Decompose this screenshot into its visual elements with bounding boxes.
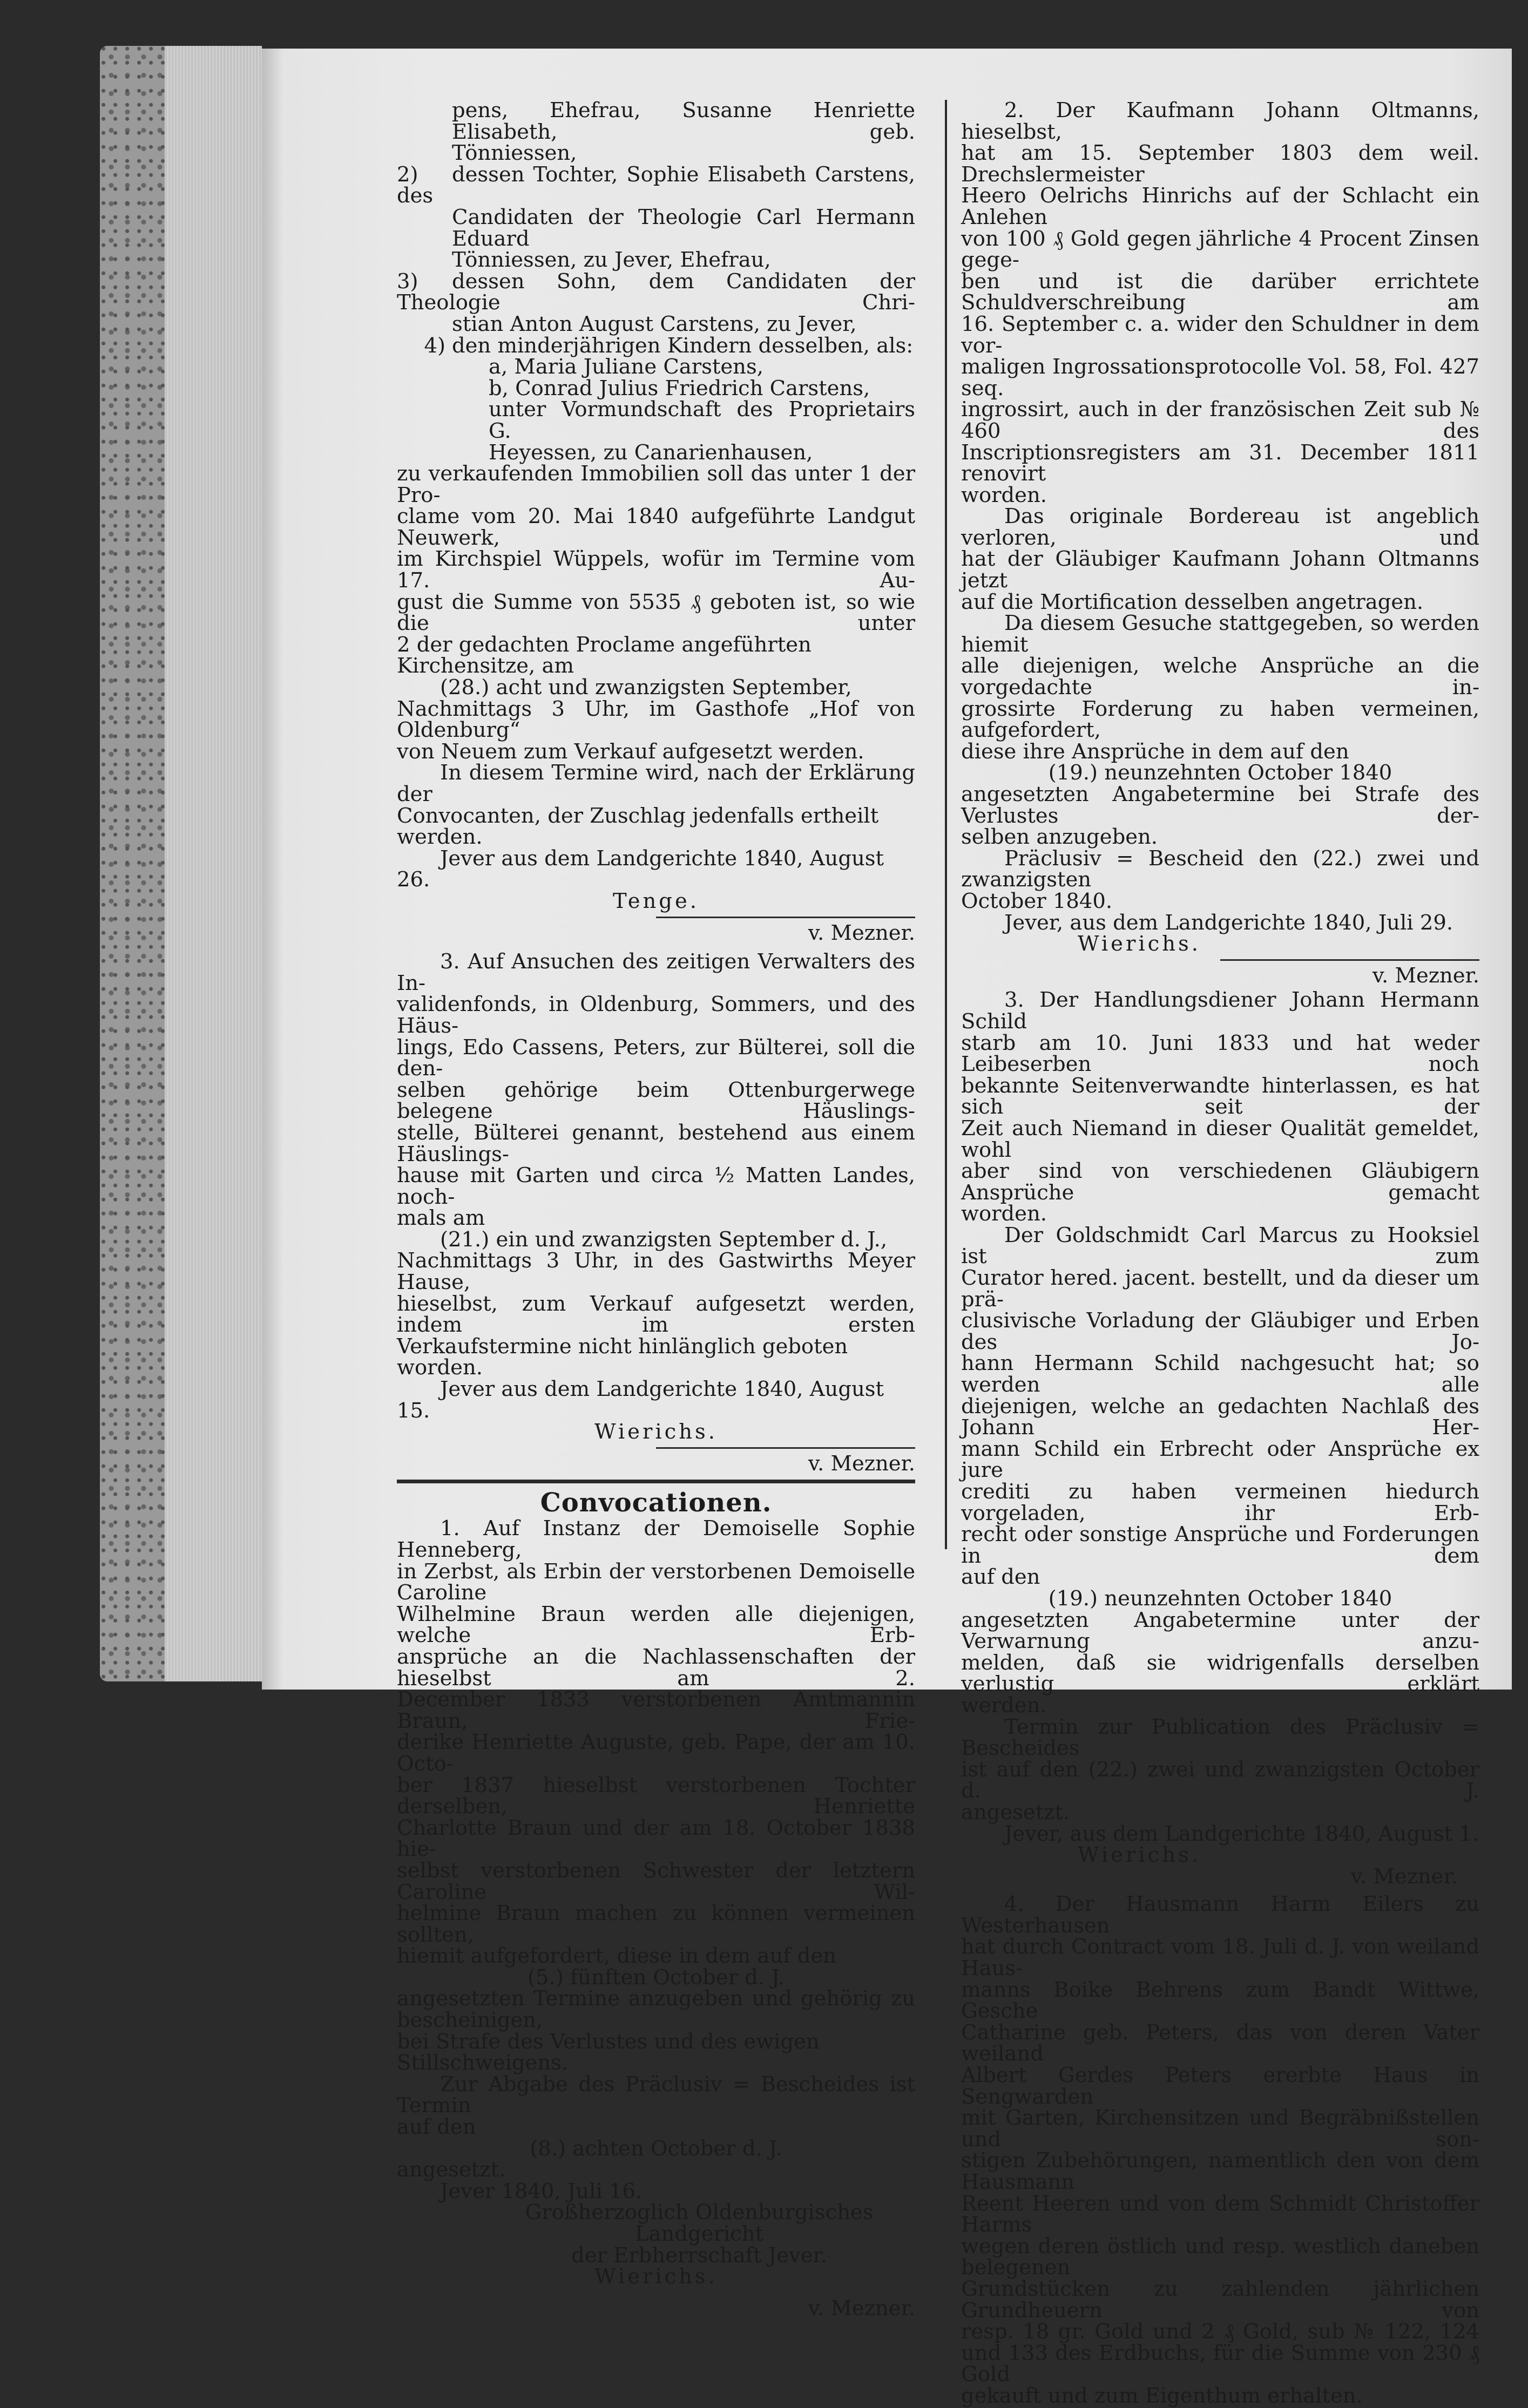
signature-rule bbox=[656, 1447, 915, 1449]
signature-mezner: v. Mezner. bbox=[808, 920, 915, 945]
signature-tenge: Tenge. bbox=[613, 888, 699, 913]
signature-mezner: v. Mezner. bbox=[1372, 963, 1479, 988]
list-item-2: 2) dessen Tochter, Sophie Elisabeth Carstens, des Candidaten der Theologie Carl Hermann Eduard Tönniessen, zu Jever, Ehefrau, bbox=[397, 162, 915, 273]
signature-mezner: v. Mezner. bbox=[1350, 1864, 1458, 1889]
signature-wierichs: Wierichs. bbox=[594, 1420, 718, 1444]
list-item-4: 4) den minderjährigen Kindern desselben, als: a, Maria Juliane Carstens, b, Conrad Julius Friedrich Carstens, unter Vormundschaft des Proprietairs G. Heyessen, zu Canarienhausen, bbox=[424, 333, 915, 465]
section-rule bbox=[397, 1480, 915, 1483]
convocation-1: 1. Auf Instanz der Demoiselle Sophie Henneberg, in Zerbst, als Erbin der verstorbenen Demoiselle Caroline Wilhelmine Braun werden alle diejenigen, welche Erb- ansprüche an die Nachlassenschaften der hieselbst am 2. December 1833 verstorbenen Amtmannin Braun, Frie- derike Henriette Auguste, geb. Pape, der am 10. Octo- ber 1837 hieselbst verstorbenen Tochter derselben, Henriette Charlotte Braun und der am 18. October 1838 hie- selbst verstorbenen Schwester der letztern Caroline Wil- helmine Braun machen zu können vermeinen sollten, hiemit aufgefordert, diese in dem auf den (5.) fünften October d. J. angesetzten Termine anzugeben und gehörig zu bescheinigen, bei Strafe des Verlustes und des ewigen Stillschweigens. Zur Abgabe des Präclusiv = Bescheides ist Termin auf den (8.) achten October d. J. angesetzt. Jever 1840, Juli 16. Großherzoglich Oldenburgisches Landgericht der Erbherrschaft Jever. Wierichs. v. Mezner. bbox=[397, 1516, 915, 2321]
signature-rule bbox=[1220, 959, 1479, 961]
court-name: Großherzoglich Oldenburgisches Landgericht bbox=[525, 2200, 874, 2246]
notice-3-right: 3. Der Handlungsdiener Johann Hermann Schild starb am 10. Juni 1833 und hat weder Leibeserben noch bekannte Seitenverwandte hinterlassen, es hat sich seit der Zeit auch Niemand in dieser Qualität gemeldet, wohl aber sind von verschiedenen Gläubigern Ansprüche gemacht worden. Der Goldschmidt Carl Marcus zu Hooksiel ist zum Curator hered. jacent. bestellt, und da dieser um prä- clusivische Vorladung der Gläubiger und Erben des Jo- hann Hermann Schild nachgesucht hat; so werden alle diejenigen, welche an gedachten Nachlaß des Johann Her- mann Schild ein Erbrecht oder Ansprüche ex jure crediti zu haben vermeinen hiedurch vorgeladen, ihr Erb- recht oder sonstige Ansprüche und Forderungen in dem auf den (19.) neunzehnten October 1840 angesetzten Angabetermine unter der Verwarnung anzu- melden, daß sie widrigenfalls derselben verlustig erklärt werden. Termin zur Publication des Präclusiv = Bescheides ist auf den (22.) zwei und zwanzigsten October d. J. angesetzt. Jever, aus dem Landgerichte 1840, August 1. Wierichs. v. Mezner. bbox=[961, 988, 1479, 1889]
signature-wierichs: Wierichs. bbox=[1077, 932, 1201, 957]
book-cover-edge bbox=[100, 46, 165, 1681]
signature-wierichs: Wierichs. bbox=[1077, 1843, 1201, 1868]
column-divider bbox=[945, 100, 947, 1549]
notice-3: 3. Auf Ansuchen des zeitigen Verwalters des In- validenfonds, in Oldenburg, Sommers, und des Häus- lings, Edo Cassens, Peters, zur Bülterei, soll die den- selben gehörige beim Ottenburgerwege belegene Häuslings- stelle, Bülterei genannt, bestehend aus einem Häuslings- hause mit Garten und circa ½ Matten Landes, noch- mals am (21.) ein und zwanzigsten September d. J., Nachmittags 3 Uhr, in des Gastwirths Meyer Hause, hieselbst, zum Verkauf aufgesetzt werden, indem im ersten Verkaufstermine nicht hinlänglich geboten worden. Jever aus dem Landgerichte 1840, August 15. Wierichs. v. Mezner. bbox=[397, 949, 915, 1476]
signature-mezner: v. Mezner. bbox=[808, 2296, 915, 2321]
sale-paragraph: zu verkaufenden Immobilien soll das unter 1 der Pro- clame vom 20. Mai 1840 aufgeführte Landgut Neuwerk, im Kirchspiel Wüppels, wofür im Termine vom 17. Au- gust die Summe von 5535 ₰ geboten ist, so wie die unter 2 der gedachten Proclame angeführten Kirchensitze, am (28.) acht und zwanzigsten September, Nachmittags 3 Uhr, im Gasthofe „Hof von Oldenburg“ von Neuem zum Verkauf aufgesetzt werden. In diesem Termine wird, nach der Erklärung der Convocanten, der Zuschlag jedenfalls ertheilt werden. Jever aus dem Landgerichte 1840, August 26. Tenge. v. Mezner. bbox=[397, 462, 915, 945]
signature-rule bbox=[656, 2292, 915, 2294]
notice-2: 2. Der Kaufmann Johann Oltmanns, hieselbst, hat am 15. September 1803 dem weil. Drechslermeister Heero Oelrichs Hinrichs auf der Schlacht ein Anlehen von 100 ₰ Gold gegen jährliche 4 Procent Zinsen gege- ben und ist die darüber errichtete Schuldverschreibung am 16. September c. a. wider den Schuldner in dem vor- maligen Ingrossationsprotocolle Vol. 58, Fol. 427 seq. ingrossirt, auch in der französischen Zeit sub № 460 des Inscriptionsregisters am 31. December 1811 renovirt worden. Das originale Bordereau ist angeblich verloren, und hat der Gläubiger Kaufmann Johann Oltmanns jetzt auf die Mortification desselben angetragen. Da diesem Gesuche stattgegeben, so werden hiemit alle diejenigen, welche Ansprüche an die vorgedachte in- grossirte Forderung zu haben vermeinen, aufgefordert, diese ihre Ansprüche in dem auf den (19.) neunzehnten October 1840 angesetzten Angabetermine bei Strafe des Verlustes der- selben anzugeben. Präclusiv = Bescheid den (22.) zwei und zwanzigsten October 1840. Jever, aus dem Landgerichte 1840, Juli 29. Wierichs. v. Mezner. bbox=[961, 98, 1479, 988]
section-heading: Convocationen. bbox=[540, 1488, 772, 1518]
notice-4: 4. Der Hausmann Harm Eilers zu Westerhausen hat durch Contract vom 18. Juli d. J. von weiland Haus- manns Boike Behrens zum Bandt Wittwe, Gesche Catharine geb. Peters, das von deren Vater weiland Albert Gerdes Peters ererbte Haus in Sengwarden mit Garten, Kirchensitzen und Begräbnißstellen und son- stigen Zubehörungen, namentlich den von dem Hausmann Reent Heeren und von dem Schmidt Christoffer Harms wegen deren östlich und resp. westlich daneben belegenen Grundstücken zu zahlenden jährlichen Grundheuern von resp. 18 gr. Gold und 2 ₰ Gold, sub № 122, 124 und 133 des Erdbuchs, für die Summe von 230 ₰ Gold gekauft und zum Eigenthum erhalten. bbox=[961, 1892, 1479, 2408]
signature-wierichs: Wierichs. bbox=[594, 2264, 718, 2289]
signature-mezner: v. Mezner. bbox=[808, 1451, 915, 1476]
list-item-3: 3) dessen Sohn, dem Candidaten der Theologie Chri- stian Anton August Carstens, zu Jever, bbox=[397, 269, 915, 336]
left-column bbox=[397, 100, 915, 2319]
signature-rule bbox=[656, 917, 915, 918]
book-page bbox=[262, 49, 1512, 2408]
court-name-2: der Erbherrschaft Jever. bbox=[571, 2243, 827, 2268]
right-column bbox=[961, 100, 1479, 2407]
continued-text: pens, Ehefrau, Susanne Henriette Elisabeth, geb. Tönniessen, bbox=[452, 98, 915, 166]
